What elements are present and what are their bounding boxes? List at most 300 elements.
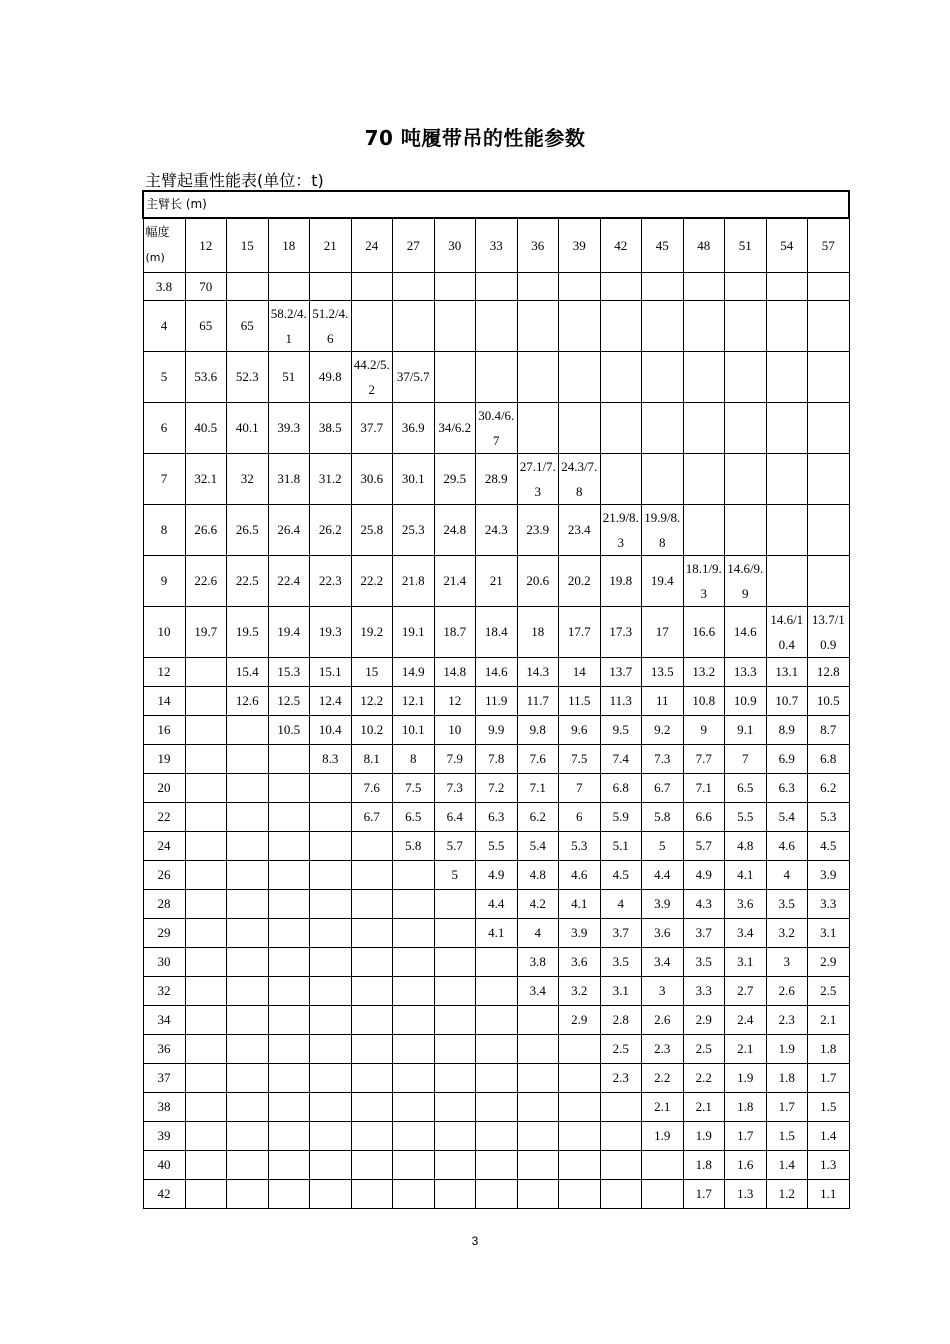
capacity-cell — [351, 272, 393, 300]
capacity-cell: 7.7 — [683, 744, 725, 773]
capacity-cell — [434, 351, 476, 402]
table-row — [143, 976, 849, 1005]
capacity-cell: 51 — [268, 351, 310, 402]
capacity-cell: 3 — [642, 976, 684, 1005]
capacity-cell: 30.1 — [393, 453, 435, 504]
capacity-cell — [808, 555, 850, 606]
capacity-cell — [310, 860, 352, 889]
column-header-row — [143, 218, 849, 272]
boom-length-header-cell: 39 — [559, 218, 601, 272]
radius-cell: 24 — [143, 831, 185, 860]
capacity-cell: 12.2 — [351, 686, 393, 715]
radius-cell: 40 — [143, 1150, 185, 1179]
capacity-cell: 18.7 — [434, 606, 476, 657]
table-row — [143, 918, 849, 947]
capacity-cell: 9.5 — [600, 715, 642, 744]
capacity-cell: 22.5 — [227, 555, 269, 606]
capacity-cell: 12.5 — [268, 686, 310, 715]
capacity-cell — [185, 918, 227, 947]
table-row — [143, 947, 849, 976]
capacity-cell: 4.9 — [476, 860, 518, 889]
capacity-cell: 1.7 — [725, 1121, 767, 1150]
capacity-cell: 4 — [517, 918, 559, 947]
capacity-cell — [517, 1150, 559, 1179]
capacity-cell — [559, 351, 601, 402]
capacity-cell — [393, 272, 435, 300]
capacity-cell: 22.3 — [310, 555, 352, 606]
capacity-cell: 6 — [559, 802, 601, 831]
capacity-cell: 28.9 — [476, 453, 518, 504]
radius-cell: 16 — [143, 715, 185, 744]
capacity-cell — [185, 1063, 227, 1092]
capacity-cell: 24.3 — [476, 504, 518, 555]
capacity-cell: 10.9 — [725, 686, 767, 715]
capacity-cell: 5.3 — [808, 802, 850, 831]
capacity-cell — [808, 300, 850, 351]
capacity-cell: 7 — [559, 773, 601, 802]
capacity-cell — [808, 351, 850, 402]
capacity-cell: 2.5 — [683, 1034, 725, 1063]
capacity-cell: 18.1/9.3 — [683, 555, 725, 606]
capacity-cell — [683, 504, 725, 555]
capacity-cell — [393, 889, 435, 918]
capacity-cell — [600, 1179, 642, 1208]
capacity-cell: 7.6 — [351, 773, 393, 802]
capacity-cell: 51.2/4.6 — [310, 300, 352, 351]
capacity-cell — [351, 947, 393, 976]
capacity-cell: 5.3 — [559, 831, 601, 860]
boom-length-header-row — [143, 191, 849, 218]
radius-cell: 5 — [143, 351, 185, 402]
capacity-cell — [434, 1150, 476, 1179]
capacity-cell — [393, 1005, 435, 1034]
capacity-cell: 14.6 — [476, 657, 518, 686]
capacity-cell — [268, 889, 310, 918]
capacity-cell — [227, 272, 269, 300]
capacity-cell — [559, 1092, 601, 1121]
capacity-cell — [268, 1179, 310, 1208]
capacity-cell — [185, 773, 227, 802]
capacity-cell: 26.6 — [185, 504, 227, 555]
capacity-cell — [476, 1005, 518, 1034]
table-row — [143, 802, 849, 831]
capacity-cell: 10.1 — [393, 715, 435, 744]
capacity-cell: 4 — [600, 889, 642, 918]
capacity-cell: 23.9 — [517, 504, 559, 555]
capacity-cell — [434, 947, 476, 976]
capacity-cell: 9.6 — [559, 715, 601, 744]
capacity-cell — [185, 976, 227, 1005]
capacity-cell — [517, 1121, 559, 1150]
boom-length-header-cell: 18 — [268, 218, 310, 272]
capacity-cell: 4.9 — [683, 860, 725, 889]
capacity-cell: 10.2 — [351, 715, 393, 744]
capacity-cell: 2.2 — [683, 1063, 725, 1092]
table-row — [143, 351, 849, 402]
capacity-cell — [351, 860, 393, 889]
capacity-cell: 26.4 — [268, 504, 310, 555]
capacity-cell — [310, 918, 352, 947]
capacity-cell: 1.2 — [766, 1179, 808, 1208]
capacity-cell: 2.3 — [600, 1063, 642, 1092]
capacity-cell — [185, 860, 227, 889]
capacity-cell: 2.3 — [766, 1005, 808, 1034]
boom-length-header-cell: 12 — [185, 218, 227, 272]
table-row — [143, 686, 849, 715]
capacity-cell: 7 — [725, 744, 767, 773]
capacity-cell: 65 — [227, 300, 269, 351]
capacity-cell: 7.8 — [476, 744, 518, 773]
capacity-cell: 4.4 — [642, 860, 684, 889]
radius-cell: 14 — [143, 686, 185, 715]
capacity-cell — [185, 1034, 227, 1063]
capacity-cell: 3.3 — [808, 889, 850, 918]
capacity-cell: 6.2 — [517, 802, 559, 831]
capacity-cell — [517, 272, 559, 300]
capacity-cell: 7.5 — [393, 773, 435, 802]
capacity-cell — [517, 1063, 559, 1092]
capacity-cell — [808, 402, 850, 453]
capacity-cell: 5.4 — [766, 802, 808, 831]
capacity-cell — [476, 1063, 518, 1092]
capacity-cell — [559, 1034, 601, 1063]
capacity-cell — [434, 1005, 476, 1034]
capacity-cell — [310, 1179, 352, 1208]
radius-cell: 39 — [143, 1121, 185, 1150]
capacity-cell: 3.2 — [766, 918, 808, 947]
capacity-cell: 38.5 — [310, 402, 352, 453]
page-number: 3 — [471, 1234, 479, 1248]
capacity-cell: 1.7 — [683, 1179, 725, 1208]
capacity-cell: 29.5 — [434, 453, 476, 504]
capacity-cell: 18 — [517, 606, 559, 657]
capacity-cell — [268, 744, 310, 773]
boom-length-label: 主臂长 (m) — [143, 191, 849, 218]
capacity-cell: 19.4 — [268, 606, 310, 657]
capacity-cell — [227, 744, 269, 773]
capacity-cell — [476, 976, 518, 1005]
capacity-cell: 5.4 — [517, 831, 559, 860]
capacity-cell — [642, 1179, 684, 1208]
capacity-cell: 3 — [766, 947, 808, 976]
table-row — [143, 300, 849, 351]
capacity-cell: 4.4 — [476, 889, 518, 918]
radius-cell: 32 — [143, 976, 185, 1005]
capacity-cell: 17.3 — [600, 606, 642, 657]
load-chart-table — [142, 190, 850, 1209]
capacity-cell — [185, 1121, 227, 1150]
capacity-cell — [351, 918, 393, 947]
capacity-cell — [227, 715, 269, 744]
boom-length-header-cell: 57 — [808, 218, 850, 272]
capacity-cell — [808, 504, 850, 555]
capacity-cell: 3.6 — [642, 918, 684, 947]
capacity-cell — [268, 272, 310, 300]
capacity-cell: 39.3 — [268, 402, 310, 453]
capacity-cell: 19.1 — [393, 606, 435, 657]
capacity-cell: 21.8 — [393, 555, 435, 606]
capacity-cell — [227, 1034, 269, 1063]
boom-length-header-cell: 27 — [393, 218, 435, 272]
capacity-cell — [227, 976, 269, 1005]
capacity-cell: 13.7/10.9 — [808, 606, 850, 657]
capacity-cell — [808, 453, 850, 504]
capacity-cell: 13.7 — [600, 657, 642, 686]
capacity-cell — [559, 402, 601, 453]
capacity-cell: 4 — [766, 860, 808, 889]
capacity-cell: 13.2 — [683, 657, 725, 686]
radius-cell: 38 — [143, 1092, 185, 1121]
capacity-cell — [351, 1150, 393, 1179]
capacity-cell: 12.6 — [227, 686, 269, 715]
capacity-cell: 3.5 — [766, 889, 808, 918]
capacity-cell: 19.3 — [310, 606, 352, 657]
capacity-cell: 3.4 — [642, 947, 684, 976]
capacity-cell — [185, 657, 227, 686]
capacity-cell: 4.8 — [517, 860, 559, 889]
capacity-cell: 6.8 — [808, 744, 850, 773]
capacity-cell: 4.1 — [559, 889, 601, 918]
table-row — [143, 1092, 849, 1121]
capacity-cell — [683, 351, 725, 402]
capacity-cell: 14.8 — [434, 657, 476, 686]
capacity-cell — [725, 453, 767, 504]
capacity-cell — [310, 1150, 352, 1179]
capacity-cell — [310, 1034, 352, 1063]
capacity-cell — [725, 402, 767, 453]
capacity-cell — [559, 1063, 601, 1092]
capacity-cell — [434, 1034, 476, 1063]
capacity-cell — [310, 976, 352, 1005]
capacity-cell: 8.9 — [766, 715, 808, 744]
capacity-cell: 5.7 — [434, 831, 476, 860]
capacity-cell — [227, 918, 269, 947]
capacity-cell — [642, 453, 684, 504]
radius-cell: 10 — [143, 606, 185, 657]
capacity-cell — [351, 1092, 393, 1121]
capacity-cell: 26.2 — [310, 504, 352, 555]
capacity-cell: 53.6 — [185, 351, 227, 402]
capacity-cell: 2.3 — [642, 1034, 684, 1063]
capacity-cell: 3.6 — [559, 947, 601, 976]
capacity-cell — [310, 1063, 352, 1092]
capacity-cell — [185, 889, 227, 918]
boom-length-header-cell: 42 — [600, 218, 642, 272]
capacity-cell: 6.4 — [434, 802, 476, 831]
capacity-cell — [268, 1121, 310, 1150]
capacity-cell — [351, 976, 393, 1005]
capacity-cell — [559, 1150, 601, 1179]
capacity-cell: 65 — [185, 300, 227, 351]
capacity-cell: 6.5 — [393, 802, 435, 831]
capacity-cell: 11.9 — [476, 686, 518, 715]
capacity-cell — [227, 860, 269, 889]
table-row — [143, 555, 849, 606]
capacity-cell: 5.9 — [600, 802, 642, 831]
capacity-cell: 21.4 — [434, 555, 476, 606]
radius-cell: 29 — [143, 918, 185, 947]
capacity-cell — [725, 504, 767, 555]
radius-cell: 4 — [143, 300, 185, 351]
capacity-cell: 4.1 — [725, 860, 767, 889]
capacity-cell: 4.5 — [808, 831, 850, 860]
capacity-cell: 19.8 — [600, 555, 642, 606]
capacity-cell: 2.8 — [600, 1005, 642, 1034]
capacity-cell: 10.8 — [683, 686, 725, 715]
capacity-cell — [185, 1179, 227, 1208]
capacity-cell: 26.5 — [227, 504, 269, 555]
capacity-cell — [227, 1092, 269, 1121]
capacity-cell: 3.4 — [517, 976, 559, 1005]
capacity-cell — [517, 351, 559, 402]
capacity-cell: 1.4 — [808, 1121, 850, 1150]
capacity-cell: 1.3 — [725, 1179, 767, 1208]
capacity-cell: 2.5 — [808, 976, 850, 1005]
capacity-cell — [642, 300, 684, 351]
capacity-cell: 10.7 — [766, 686, 808, 715]
radius-cell: 30 — [143, 947, 185, 976]
capacity-cell — [434, 1092, 476, 1121]
capacity-cell — [434, 1063, 476, 1092]
capacity-cell: 5 — [642, 831, 684, 860]
capacity-cell: 19.7 — [185, 606, 227, 657]
boom-length-header-cell: 48 — [683, 218, 725, 272]
table-row — [143, 606, 849, 657]
capacity-cell: 5.5 — [725, 802, 767, 831]
capacity-cell — [766, 402, 808, 453]
capacity-cell: 36.9 — [393, 402, 435, 453]
capacity-cell: 37.7 — [351, 402, 393, 453]
capacity-cell: 1.4 — [766, 1150, 808, 1179]
capacity-cell — [600, 402, 642, 453]
capacity-cell — [268, 1034, 310, 1063]
capacity-cell — [476, 272, 518, 300]
table-row — [143, 1005, 849, 1034]
capacity-cell: 1.9 — [683, 1121, 725, 1150]
capacity-cell — [310, 831, 352, 860]
capacity-cell: 3.9 — [808, 860, 850, 889]
table-row — [143, 272, 849, 300]
capacity-cell — [310, 1005, 352, 1034]
capacity-cell — [434, 918, 476, 947]
table-row — [143, 889, 849, 918]
capacity-cell: 44.2/5.2 — [351, 351, 393, 402]
capacity-cell — [351, 300, 393, 351]
capacity-cell — [351, 889, 393, 918]
capacity-cell: 2.1 — [725, 1034, 767, 1063]
capacity-cell — [725, 300, 767, 351]
capacity-cell — [476, 1034, 518, 1063]
capacity-cell — [808, 272, 850, 300]
capacity-cell — [393, 1179, 435, 1208]
capacity-cell: 24.3/7.8 — [559, 453, 601, 504]
capacity-cell — [600, 300, 642, 351]
table-row — [143, 402, 849, 453]
capacity-cell: 17 — [642, 606, 684, 657]
boom-length-header-cell: 24 — [351, 218, 393, 272]
capacity-cell — [227, 1063, 269, 1092]
capacity-cell — [642, 1150, 684, 1179]
capacity-cell — [517, 300, 559, 351]
capacity-cell: 3.3 — [683, 976, 725, 1005]
capacity-cell — [600, 272, 642, 300]
capacity-cell: 7.1 — [683, 773, 725, 802]
radius-cell: 28 — [143, 889, 185, 918]
capacity-cell: 13.1 — [766, 657, 808, 686]
radius-cell: 3.8 — [143, 272, 185, 300]
radius-label: 幅度 — [145, 225, 170, 240]
capacity-cell: 24.8 — [434, 504, 476, 555]
capacity-cell: 21.9/8.3 — [600, 504, 642, 555]
capacity-cell — [434, 1121, 476, 1150]
capacity-cell: 7.2 — [476, 773, 518, 802]
capacity-cell: 2.1 — [808, 1005, 850, 1034]
capacity-cell: 3.6 — [725, 889, 767, 918]
capacity-cell — [559, 1121, 601, 1150]
capacity-cell: 1.8 — [808, 1034, 850, 1063]
table-row — [143, 504, 849, 555]
boom-length-header-cell: 15 — [227, 218, 269, 272]
capacity-cell: 7.1 — [517, 773, 559, 802]
table-row — [143, 1063, 849, 1092]
capacity-cell: 14.6/9.9 — [725, 555, 767, 606]
capacity-cell: 5.5 — [476, 831, 518, 860]
capacity-cell: 2.1 — [642, 1092, 684, 1121]
capacity-cell: 6.6 — [683, 802, 725, 831]
capacity-cell: 70 — [185, 272, 227, 300]
capacity-cell — [268, 1063, 310, 1092]
capacity-cell — [683, 300, 725, 351]
capacity-cell — [393, 1092, 435, 1121]
capacity-cell: 31.2 — [310, 453, 352, 504]
radius-cell: 9 — [143, 555, 185, 606]
capacity-cell: 3.5 — [683, 947, 725, 976]
page-title: 70 吨履带吊的性能参数 — [364, 126, 586, 150]
capacity-cell: 7.9 — [434, 744, 476, 773]
capacity-cell — [393, 918, 435, 947]
table-caption: 主臂起重性能表(单位：t) — [145, 171, 324, 190]
capacity-cell — [393, 1121, 435, 1150]
capacity-cell — [310, 1121, 352, 1150]
capacity-cell: 5.8 — [393, 831, 435, 860]
capacity-cell — [185, 1150, 227, 1179]
capacity-cell — [600, 1150, 642, 1179]
capacity-cell — [476, 1150, 518, 1179]
table-row — [143, 657, 849, 686]
capacity-cell — [185, 1092, 227, 1121]
capacity-cell: 4.3 — [683, 889, 725, 918]
capacity-cell: 5.8 — [642, 802, 684, 831]
capacity-cell: 14.6/10.4 — [766, 606, 808, 657]
capacity-cell — [517, 1034, 559, 1063]
capacity-cell: 2.5 — [600, 1034, 642, 1063]
boom-length-header-cell: 21 — [310, 218, 352, 272]
capacity-cell — [310, 947, 352, 976]
capacity-cell: 1.8 — [766, 1063, 808, 1092]
capacity-cell — [766, 555, 808, 606]
capacity-cell: 1.9 — [725, 1063, 767, 1092]
capacity-cell: 2.7 — [725, 976, 767, 1005]
capacity-cell: 7.6 — [517, 744, 559, 773]
capacity-cell: 3.9 — [642, 889, 684, 918]
radius-cell: 34 — [143, 1005, 185, 1034]
capacity-cell: 3.1 — [808, 918, 850, 947]
capacity-cell — [393, 1063, 435, 1092]
capacity-cell: 6.7 — [351, 802, 393, 831]
capacity-cell — [268, 1005, 310, 1034]
capacity-cell: 2.2 — [642, 1063, 684, 1092]
capacity-cell — [476, 1179, 518, 1208]
